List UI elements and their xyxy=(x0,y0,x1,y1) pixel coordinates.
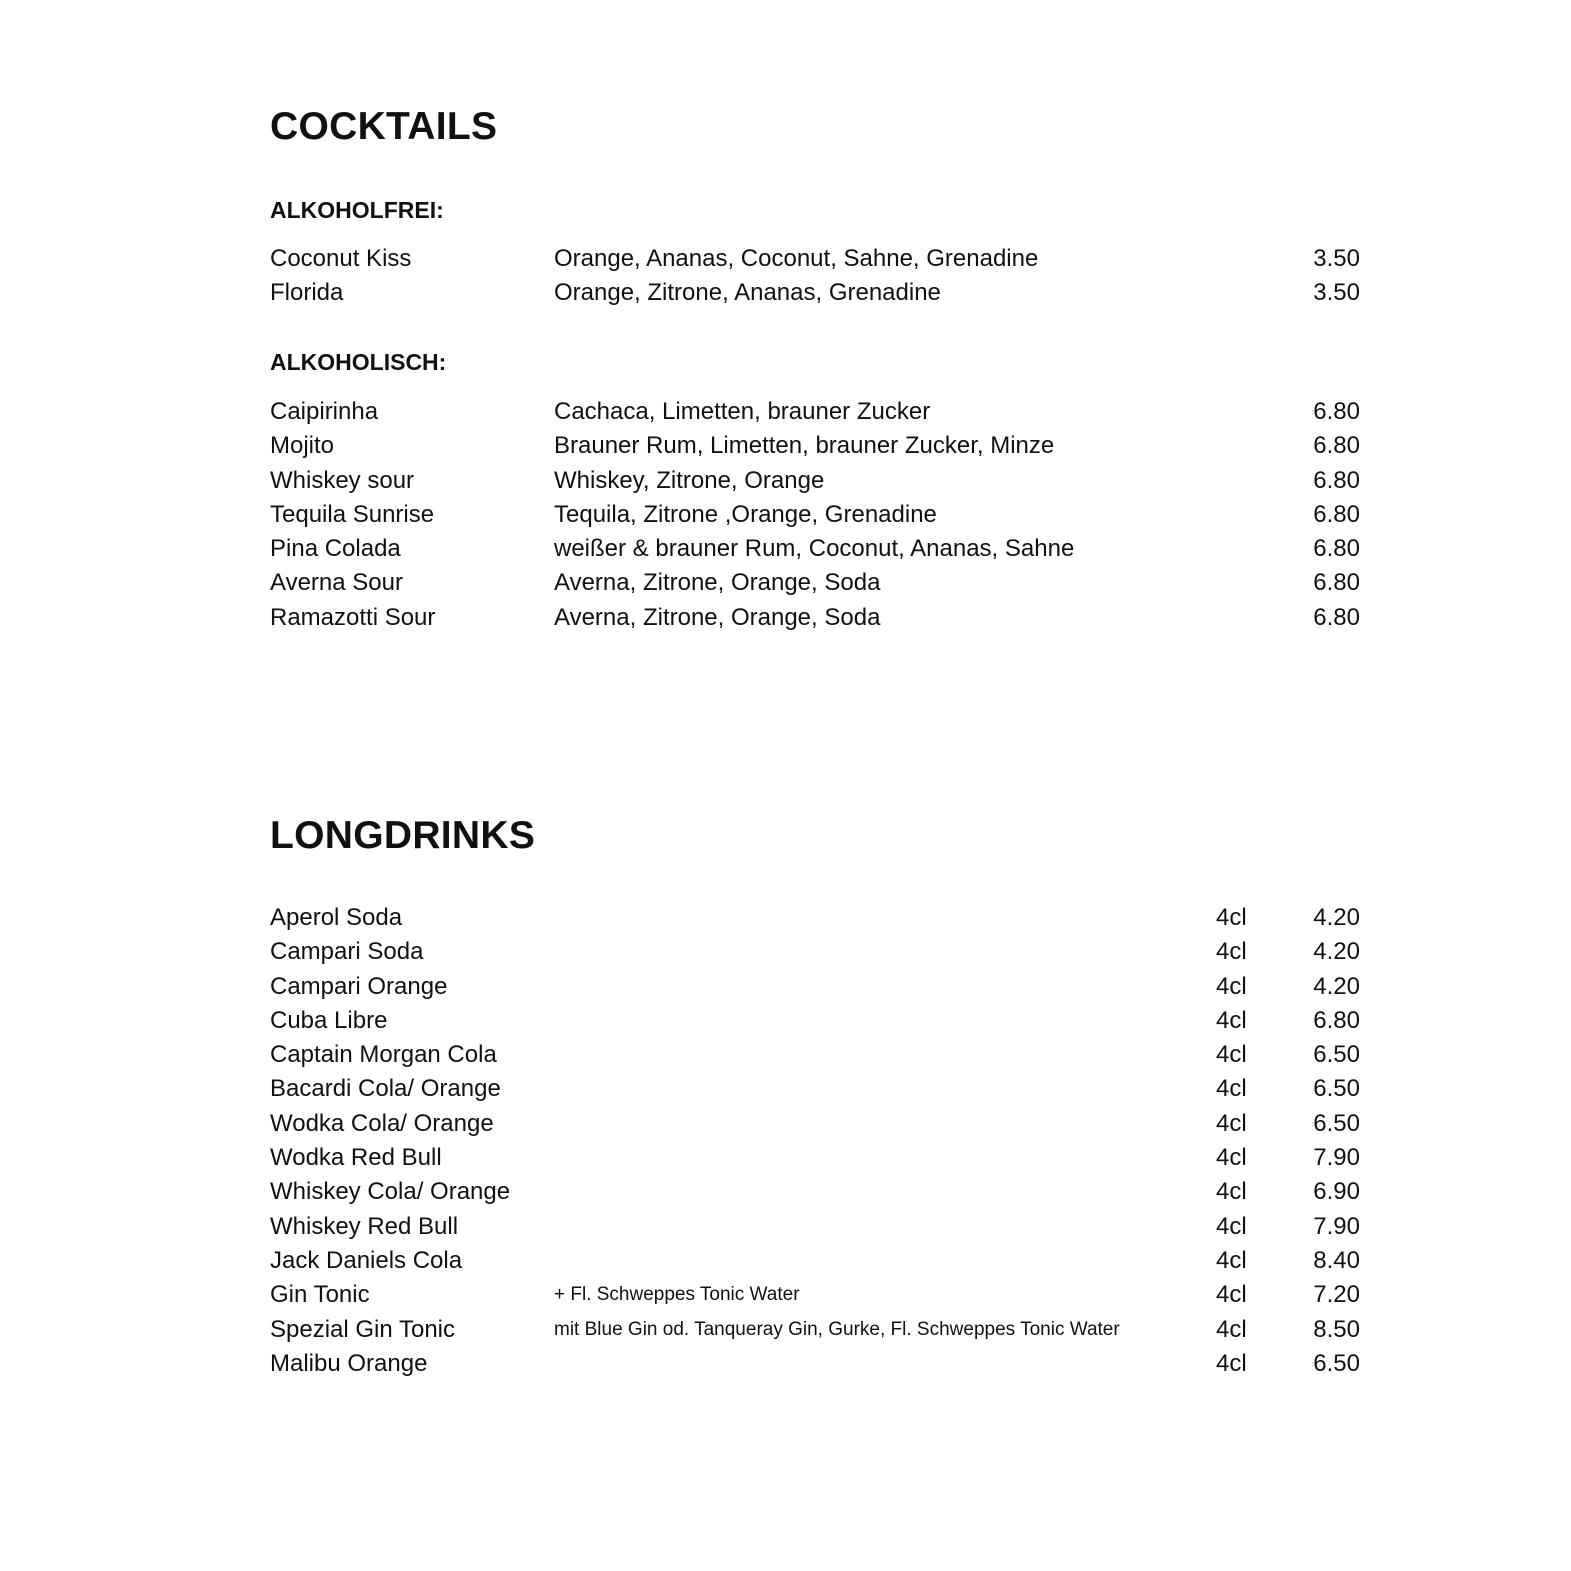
item-name: Jack Daniels Cola xyxy=(270,1246,463,1274)
item-price: 6.80 xyxy=(1313,466,1360,494)
item-volume: 4cl xyxy=(1216,1246,1247,1274)
item-name: Wodka Cola/ Orange xyxy=(270,1109,494,1137)
item-name: Whiskey Cola/ Orange xyxy=(270,1178,511,1206)
item-price: 4.20 xyxy=(1313,972,1360,1000)
item-volume: 4cl xyxy=(1216,1006,1247,1034)
menu-item xyxy=(270,1278,1360,1312)
menu-item xyxy=(270,601,1360,635)
item-price: 3.50 xyxy=(1313,245,1360,272)
menu-item xyxy=(270,970,1360,1004)
item-price: 4.20 xyxy=(1313,938,1360,966)
item-price: 6.50 xyxy=(1313,1041,1360,1069)
item-name: Whiskey sour xyxy=(270,466,415,494)
item-price: 6.80 xyxy=(1313,1006,1360,1034)
item-description: Averna, Zitrone, Orange, Soda xyxy=(554,603,881,631)
item-name: Captain Morgan Cola xyxy=(270,1041,497,1069)
item-name: Spezial Gin Tonic xyxy=(270,1315,455,1343)
item-description: mit Blue Gin od. Tanqueray Gin, Gurke, Fl. Schweppes Tonic Water xyxy=(554,1318,1120,1340)
alkoholfrei-list xyxy=(270,242,1360,311)
menu-item xyxy=(270,1244,1360,1278)
longdrinks-list xyxy=(270,901,1360,1381)
menu-item xyxy=(270,1313,1360,1347)
item-price: 6.80 xyxy=(1313,603,1360,631)
menu-item xyxy=(270,901,1360,935)
item-volume: 4cl xyxy=(1216,1144,1247,1172)
item-name: Coconut Kiss xyxy=(270,245,412,272)
alkoholisch-heading: ALKOHOLISCH: xyxy=(270,349,447,375)
item-description: Orange, Ananas, Coconut, Sahne, Grenadine xyxy=(554,245,1039,272)
menu-item xyxy=(270,1107,1360,1141)
item-price: 8.50 xyxy=(1313,1315,1360,1343)
menu-item xyxy=(270,1004,1360,1038)
menu-item xyxy=(270,566,1360,600)
menu-item xyxy=(270,1072,1360,1106)
item-description: Cachaca, Limetten, brauner Zucker xyxy=(554,398,931,425)
menu-item xyxy=(270,242,1360,276)
item-volume: 4cl xyxy=(1216,1212,1247,1240)
item-volume: 4cl xyxy=(1216,1041,1247,1069)
item-price: 4.20 xyxy=(1313,904,1360,931)
item-name: Pina Colada xyxy=(270,535,401,563)
item-volume: 4cl xyxy=(1216,938,1247,966)
item-description: Whiskey, Zitrone, Orange xyxy=(554,466,825,494)
item-volume: 4cl xyxy=(1216,1349,1247,1377)
item-name: Mojito xyxy=(270,432,335,460)
item-name: Ramazotti Sour xyxy=(270,603,436,631)
item-name: Aperol Soda xyxy=(270,904,403,931)
alkoholisch-list xyxy=(270,395,1360,635)
menu-item xyxy=(270,1038,1360,1072)
item-price: 6.80 xyxy=(1313,432,1360,460)
item-name: Malibu Orange xyxy=(270,1349,428,1377)
item-name: Bacardi Cola/ Orange xyxy=(270,1075,501,1103)
item-description: + Fl. Schweppes Tonic Water xyxy=(554,1284,800,1306)
item-price: 7.90 xyxy=(1313,1212,1360,1240)
item-price: 6.80 xyxy=(1313,535,1360,563)
item-name: Caipirinha xyxy=(270,398,379,425)
menu-item xyxy=(270,276,1360,310)
item-name: Tequila Sunrise xyxy=(270,500,435,528)
item-name: Campari Orange xyxy=(270,972,448,1000)
item-volume: 4cl xyxy=(1216,972,1247,1000)
item-price: 6.80 xyxy=(1313,569,1360,597)
item-price: 6.80 xyxy=(1313,398,1360,425)
item-price: 6.50 xyxy=(1313,1075,1360,1103)
longdrinks-title: LONGDRINKS xyxy=(270,814,536,857)
item-name: Gin Tonic xyxy=(270,1281,370,1309)
item-volume: 4cl xyxy=(1216,1075,1247,1103)
item-price: 7.20 xyxy=(1313,1281,1360,1309)
item-description: Brauner Rum, Limetten, brauner Zucker, Minze xyxy=(554,432,1055,460)
menu-item xyxy=(270,1347,1360,1381)
item-price: 7.90 xyxy=(1313,1144,1360,1172)
item-price: 6.50 xyxy=(1313,1349,1360,1377)
menu-item xyxy=(270,1210,1360,1244)
menu-item xyxy=(270,1175,1360,1209)
item-price: 6.50 xyxy=(1313,1109,1360,1137)
item-name: Whiskey Red Bull xyxy=(270,1212,459,1240)
item-name: Averna Sour xyxy=(270,569,403,597)
menu-item xyxy=(270,464,1360,498)
menu-item xyxy=(270,1141,1360,1175)
item-volume: 4cl xyxy=(1216,1178,1247,1206)
item-volume: 4cl xyxy=(1216,904,1247,931)
item-name: Cuba Libre xyxy=(270,1006,388,1034)
menu-item xyxy=(270,395,1360,429)
cocktails-title: COCKTAILS xyxy=(270,105,498,148)
item-volume: 4cl xyxy=(1216,1315,1247,1343)
menu-item xyxy=(270,532,1360,566)
item-price: 6.80 xyxy=(1313,500,1360,528)
menu-item xyxy=(270,935,1360,969)
item-price: 8.40 xyxy=(1313,1246,1360,1274)
item-price: 3.50 xyxy=(1313,279,1360,307)
item-name: Florida xyxy=(270,279,344,307)
item-name: Wodka Red Bull xyxy=(270,1144,442,1172)
item-name: Campari Soda xyxy=(270,938,424,966)
item-volume: 4cl xyxy=(1216,1281,1247,1309)
menu-item xyxy=(270,429,1360,463)
item-description: Averna, Zitrone, Orange, Soda xyxy=(554,569,881,597)
item-description: Tequila, Zitrone ,Orange, Grenadine xyxy=(554,500,937,528)
item-price: 6.90 xyxy=(1313,1178,1360,1206)
item-description: weißer & brauner Rum, Coconut, Ananas, Sahne xyxy=(554,535,1075,563)
alkoholfrei-heading: ALKOHOLFREI: xyxy=(270,197,444,223)
menu-item xyxy=(270,498,1360,532)
item-description: Orange, Zitrone, Ananas, Grenadine xyxy=(554,279,941,307)
item-volume: 4cl xyxy=(1216,1109,1247,1137)
